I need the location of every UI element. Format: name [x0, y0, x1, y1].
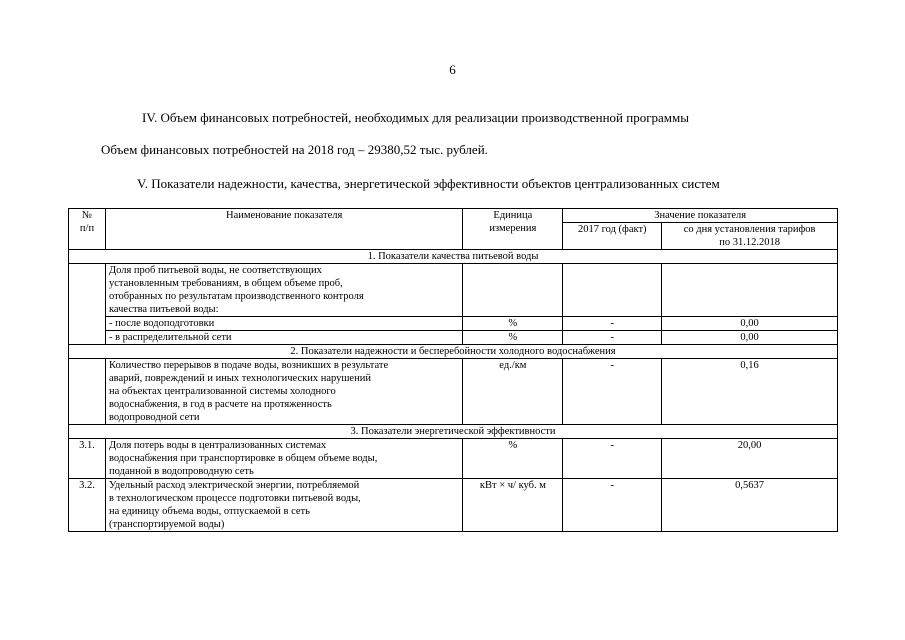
row-unit: кВт × ч/ куб. м: [463, 479, 563, 532]
sec1-desc-cell: [105, 264, 462, 317]
row-fact: -: [563, 479, 662, 532]
table-row: [69, 359, 838, 425]
section-2-row: [69, 345, 838, 359]
header-num-line1: №: [81, 210, 92, 221]
header-unit-line2: измерения: [489, 223, 537, 234]
sec1-desc-line: установленным требованиям, в общем объеме проб,: [108, 278, 343, 289]
empty-cell: [662, 264, 838, 317]
header-value: Значение показателя: [563, 209, 838, 223]
row-name-line: водоснабжения при транспортировке в общем объеме воды,: [108, 453, 378, 464]
row-fact: -: [563, 439, 662, 479]
table-row: [69, 439, 838, 479]
header-unit-line1: Единица: [493, 210, 533, 221]
row-name: - в распределительной сети: [105, 331, 462, 345]
row-name-line: Удельный расход электрической энергии, потребляемой: [108, 480, 360, 491]
row-fact: -: [563, 359, 662, 425]
sec1-desc-line: отобранных по результатам производственного контроля: [108, 291, 364, 302]
row-name-cell: [105, 439, 462, 479]
row-num-cell: [69, 264, 106, 345]
row-unit: %: [463, 331, 563, 345]
row-name-line: в технологическом процессе подготовки питьевой воды,: [108, 493, 361, 504]
row-name-line: водопроводной сети: [108, 412, 200, 423]
row-value: 20,00: [662, 439, 838, 479]
empty-cell: [463, 264, 563, 317]
header-tariff-line1: со дня установления тарифов: [683, 224, 816, 235]
header-row-1: [69, 209, 838, 223]
section-5-heading: V. Показатели надежности, качества, энергетической эффективности объектов централизованных систем: [137, 176, 720, 191]
row-num: 3.1.: [69, 439, 106, 479]
row-unit: %: [463, 317, 563, 331]
header-tariff-line2: по 31.12.2018: [719, 237, 780, 248]
row-name-cell: [105, 359, 462, 425]
row-name: - после водоподготовки: [105, 317, 462, 331]
header-num-cell: [69, 209, 106, 250]
header-num-line2: п/п: [79, 223, 95, 234]
row-name-cell: [105, 479, 462, 532]
row-fact: -: [563, 331, 662, 345]
empty-cell: [563, 264, 662, 317]
row-num-cell: [69, 359, 106, 425]
row-fact: -: [563, 317, 662, 331]
page-number: 6: [449, 62, 456, 77]
table-row: [69, 317, 838, 331]
section-3-row: [69, 425, 838, 439]
row-value: 0,5637: [662, 479, 838, 532]
row-name-line: Количество перерывов в подаче воды, возникших в результате: [108, 360, 389, 371]
section-2-title: 2. Показатели надежности и бесперебойности холодного водоснабжения: [69, 345, 838, 359]
section-3-title: 3. Показатели энергетической эффективности: [69, 425, 838, 439]
row-name-line: водоснабжения, в год в расчете на протяженность: [108, 399, 332, 410]
row-name-line: на единицу объема воды, отпускаемой в сеть: [108, 506, 310, 517]
header-tariff-cell: [662, 223, 838, 250]
sec1-desc-line: Доля проб питьевой воды, не соответствующих: [108, 265, 322, 276]
section-1-row: [69, 250, 838, 264]
sec1-desc-line: качества питьевой воды:: [108, 304, 219, 315]
indicators-table: [68, 208, 838, 532]
section-4-heading: IV. Объем финансовых потребностей, необходимых для реализации производственной программы: [142, 110, 689, 125]
row-name-line: поданной в водопроводную сеть: [108, 466, 254, 477]
finance-needs-line: Объем финансовых потребностей на 2018 год – 29380,52 тыс. рублей.: [101, 142, 488, 157]
row-value: 0,00: [662, 317, 838, 331]
row-name-line: (транспортируемой воды): [108, 519, 225, 530]
row-name-line: на объектах централизованной системы холодного: [108, 386, 336, 397]
row-unit: ед./км: [463, 359, 563, 425]
table-row: [69, 331, 838, 345]
row-value: 0,00: [662, 331, 838, 345]
table-row: [69, 264, 838, 317]
table-row: [69, 479, 838, 532]
section-1-title: 1. Показатели качества питьевой воды: [69, 250, 838, 264]
row-value: 0,16: [662, 359, 838, 425]
row-name-line: Доля потерь воды в централизованных системах: [108, 440, 327, 451]
header-fact: 2017 год (факт): [563, 223, 662, 250]
header-name: Наименование показателя: [105, 209, 462, 250]
row-name-line: аварий, повреждений и иных технологических нарушений: [108, 373, 371, 384]
header-unit-cell: [463, 209, 563, 250]
row-num: 3.2.: [69, 479, 106, 532]
row-unit: %: [463, 439, 563, 479]
